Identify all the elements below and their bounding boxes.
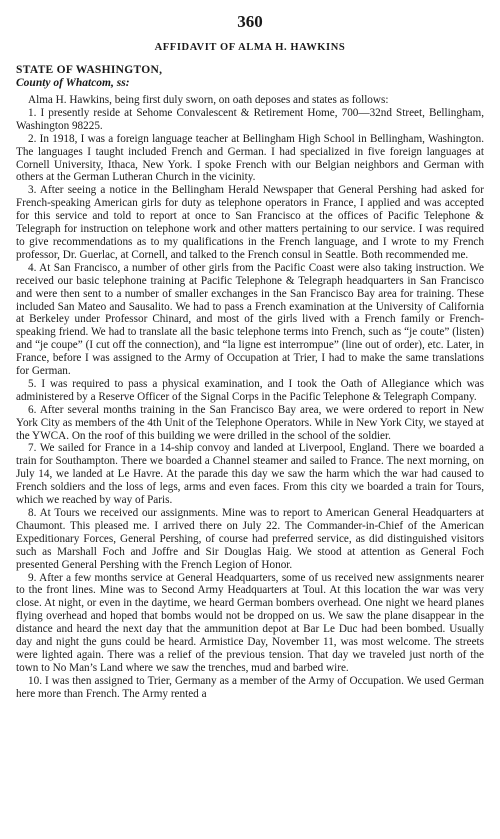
jurisdiction-header [16, 64, 484, 90]
paragraph-2: 2. In 1918, I was a foreign language teacher at Bellingham High School in Bellingham, Washington. The languages I taught included French and German. I had specialized in five foreign languages at Cornell University, Ithaca, New York. I spoke French with our Belgian neighbors and German with others at the German Lutheran Church in the vicinity. [16, 132, 484, 184]
county-line: County of Whatcom, ss: [16, 77, 130, 89]
state-line: STATE OF WASHINGTON, [16, 64, 163, 76]
paragraph-7: 7. We sailed for France in a 14-ship convoy and landed at Liverpool, England. There we boarded a train for Southampton. There we boarded a Channel steamer and sailed to France. The next morning, on July 14, we landed at Le Havre. At the parade this day we saw the harm which the war had caused to French soldiers and the loss of legs, arms and even faces. From this city we boarded a train for Tours, which we reached by way of Paris. [16, 442, 484, 507]
paragraph-9: 9. After a few months service at General Headquarters, some of us received new assignments nearer to the front lines. Mine was to Second Army Headquarters at Toul. At this location the war was very close. At night, or even in the daytime, we heard German bombers overhead. One night we heard planes flying overhead and hoped that bombs would not be dropped on us. We saw the plane disappear in the distance and heard the next day that the ammunition depot at Bar Le Duc had been bombed. Usually day and night the guns could be heard. Armistice Day, November 11, was most welcome. The streets were lighted again. There was a relief of the previous tension. That day we traveled just north of the town to No Man’s Land where we saw the trenches, mud and barbed wire. [16, 571, 484, 674]
document-title: AFFIDAVIT OF ALMA H. HAWKINS [154, 42, 346, 53]
paragraph-5: 5. I was required to pass a physical examination, and I took the Oath of Allegiance which was administered by a Reserve Officer of the Signal Corps in the Pacific Telephone & Telegraph Company. [16, 377, 484, 403]
affidavit-body [16, 94, 484, 701]
paragraph-6: 6. After several months training in the San Francisco Bay area, we were ordered to report in New York City as members of the 4th Unit of the Telephone Operators. While in New York City, we stayed at the YWCA. On the roof of this building we were drilled in the school of the soldier. [16, 403, 484, 442]
paragraph-intro: Alma H. Hawkins, being first duly sworn, on oath deposes and states as follows: [28, 94, 389, 106]
paragraph-10: 10. I was then assigned to Trier, Germany as a member of the Army of Occupation. We used German here more than French. The Army rented a [16, 674, 484, 700]
paragraph-1: 1. I presently reside at Sehome Convalescent & Retirement Home, 700—32nd Street, Bellingham, Washington 98225. [16, 106, 484, 132]
paragraph-3: 3. After seeing a notice in the Bellingham Herald Newspaper that General Pershing had asked for French-speaking American girls for duty as telephone operators in France, I applied and was accepted for this service and told to report at once to San Francisco at the offices of Pacific Telephone & Telegraph for instruction on telephone work and other matters pertaining to our service. I was required to give recommendations as to my qualifications in the French language, and I wrote to my French professor, Dr. Guerlac, at Cornell, and talked to the French consul in Seattle. Both recommended me. [16, 184, 484, 261]
page-number: 360 [237, 12, 263, 31]
paragraph-8: 8. At Tours we received our assignments. Mine was to report to American General Headquarters at Chaumont. This pleased me. I arrived there on July 22. The Commander-in-Chief of the American Expeditionary Forces, General Pershing, of course had preferred service, as did distinguished visitors such as Marshall Foch and Joffre and Sir Douglas Haig. We stood at attention as General Foch presented General Pershing with the French Legion of Honor. [16, 507, 484, 571]
paragraph-4: 4. At San Francisco, a number of other girls from the Pacific Coast were also taking instruction. We received our basic telephone training at Pacific Telephone & Telegraph headquarters in San Francisco and were then sent to a number of smaller exchanges in the San Francisco Bay area for training. These included San Mateo and Sausalito. We had to pass a French examination at the University of California at Berkeley under Professor Chinard, and most of the girls lived with a French family or French-speaking friend. We had to translate all the basic telephone terms into French, such as “je coute” (listen) and “je coupe” (I cut off the connection), and “la ligne est interrompue” (line out of order), etc. Later, in France, before I was assigned to the Army of Occupation at Trier, I had to make the same translations for German. [16, 261, 484, 378]
